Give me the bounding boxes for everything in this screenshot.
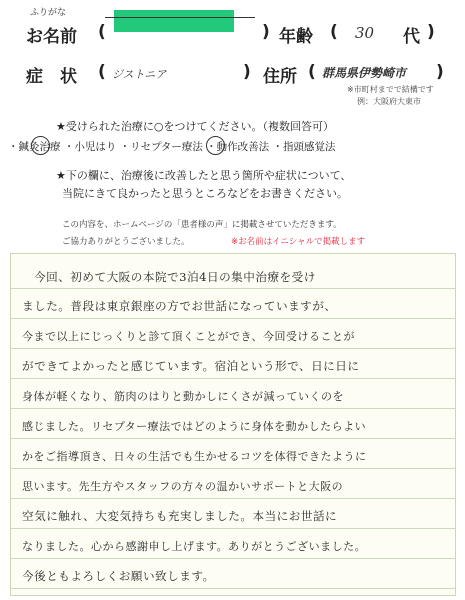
sheet-rule <box>10 588 456 589</box>
testimonial-line: 空気に触れ、大変気持ちも充実しました。本当にお世話に <box>22 509 338 523</box>
testimonial-line: かをご指導頂き、日々の生活でも生かせるコツを体得できたように <box>22 450 367 463</box>
testimonial-line: 感じました。リセプター療法ではどのように身体を動かしたらよい <box>22 420 367 433</box>
sheet-rule <box>10 498 456 499</box>
name-open-paren: ( <box>98 22 106 42</box>
sheet-rule <box>10 438 456 439</box>
sheet-rule <box>10 528 456 529</box>
age-unit: 代 <box>403 27 420 47</box>
sheet-rule <box>10 558 456 559</box>
sheet-rule <box>10 318 456 319</box>
symptom-close-paren: ) <box>243 62 251 82</box>
sheet-rule <box>10 468 456 469</box>
age-open-paren: ( <box>330 22 338 42</box>
age-label: 年齢 <box>279 27 313 47</box>
improvement-instruction-2: 当院にきて良かったと思うところなどをお書きください。 <box>62 187 348 200</box>
testimonial-line: 今後ともよろしくお願い致します。 <box>22 569 215 583</box>
testimonial-line: 身体が軽くなり、筋肉のはりと動かしにくさが減っていくのを <box>22 390 344 403</box>
furigana-underline <box>105 17 255 18</box>
selected-receptor-circle <box>206 136 225 155</box>
sheet-rule <box>10 288 456 289</box>
address-close-paren: ) <box>436 62 444 82</box>
testimonial-line: なりました。心から感謝申し上げます。ありがとうございました。 <box>22 540 367 553</box>
testimonial-line: 今回、初めて大阪の本院で3泊4日の集中治療を受け <box>34 270 316 284</box>
testimonial-line: 今まで以上にじっくりと診て頂くことができ、今回受けることが <box>22 330 356 343</box>
symptom-value: ジストニア <box>112 68 167 81</box>
consent-initials-note: ※お名前はイニシャルで掲載します <box>231 237 366 247</box>
furigana-label: ふりがな <box>30 8 67 18</box>
consent-line-2: ご協力ありがとうございました。 <box>62 237 190 247</box>
name-close-paren: ) <box>262 22 270 42</box>
consent-line-1: この内容を、ホームページの「患者様の声」に掲載させていただきます。 <box>62 220 342 230</box>
testimonial-line: ができてよかったと感じています。宿泊という形で、日に日に <box>22 359 360 373</box>
symptom-open-paren: ( <box>98 62 106 82</box>
sheet-rule <box>10 348 456 349</box>
age-close-paren: ) <box>427 22 435 42</box>
sheet-rule <box>10 378 456 379</box>
address-value: 群馬県伊勢崎市 <box>322 66 407 80</box>
address-note-1: ※市町村までで結構です <box>347 85 434 94</box>
selected-acupuncture-circle <box>31 136 50 155</box>
address-note-2: 例：大阪府大東市 <box>357 97 421 106</box>
testimonial-line: ました。普段は東京銀座の方でお世話になっていますが、 <box>22 299 337 313</box>
treatment-instruction: ★受けられた治療に○をつけてください。（複数回答可） <box>56 120 334 133</box>
name-redaction-mask <box>114 10 234 32</box>
name-label: お名前 <box>26 27 77 47</box>
improvement-instruction-1: ★下の欄に、治療後に改善したと思う箇所や症状について、 <box>56 169 352 182</box>
treatment-options: ・鍼灸治療 ・小児はり ・リセプター療法 ・動作改善法 ・指頭感覚法 <box>8 141 336 153</box>
address-open-paren: ( <box>308 62 316 82</box>
sheet-rule <box>10 408 456 409</box>
symptom-label: 症 状 <box>26 67 77 87</box>
address-label: 住所 <box>263 67 297 87</box>
testimonial-line: 思います。先生方やスタッフの方々の温かいサポートと大阪の <box>22 480 344 493</box>
age-value: 30 <box>355 24 375 42</box>
